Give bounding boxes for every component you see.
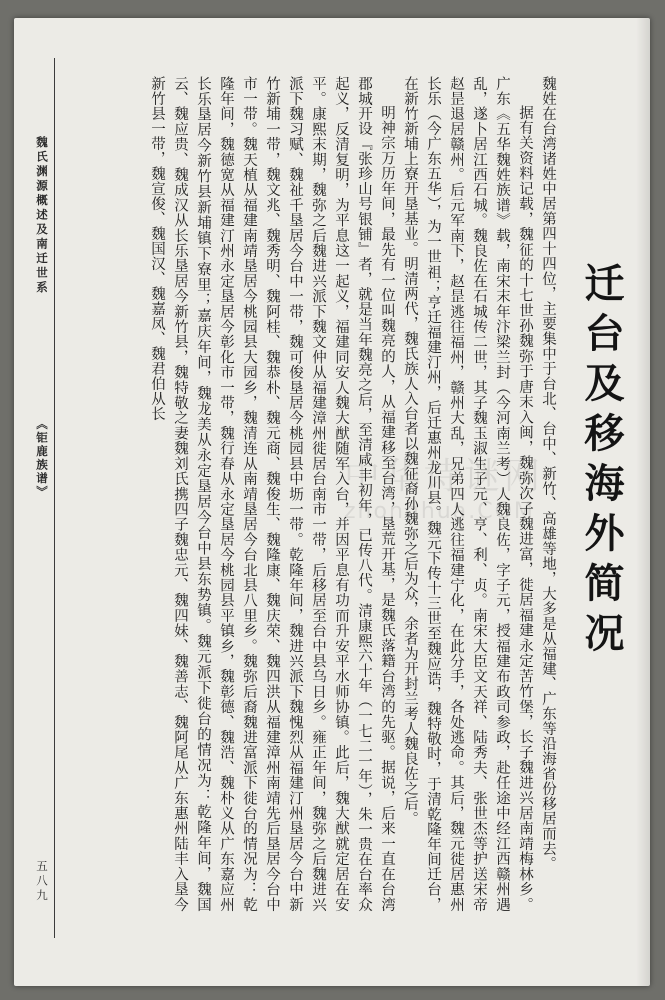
running-header: 魏氏渊源概述及南迁世系 — [35, 136, 49, 296]
spine-shadow — [636, 18, 650, 986]
watermark-en: zhonghua.COM — [344, 499, 535, 524]
watermark-cn: 中华诗谜网 — [344, 456, 545, 497]
book-page — [14, 18, 650, 986]
paragraph: 魏姓在台湾诸姓中居第四十四位，主要集中于台北、台中、新竹、高雄等地，大多是从福建、广东等沿海省份移居而去。 — [540, 76, 556, 871]
page-number: 五八九 — [35, 860, 49, 904]
book-title: 《钜鹿族谱》 — [35, 418, 49, 499]
margin-rule — [54, 58, 55, 938]
paragraph: 明神宗万历年间，最先有一位叫魏亮的人，从福建移至台湾，垦荒开基，是魏氏落籍台湾的先驱。据说，后来一直在台湾郡城开设『张珍山号银铺』者，就是当年魏亮之后，至清咸丰初年，已传八代。清康熙六十年（一七二一年），朱一贵在台率众起义，反清复明，为平息这一起义，福建同安人魏大猷随军入台，并因平息有功而升安平水师协镇。此后，魏大猷就定居在安平。康熙末期，魏弥之后魏进兴派下魏文仲从福建漳州徙居台南市一带，后移居至台中县乌日乡。雍正年间，魏弥之后魏进兴派下魏习赋、魏祉千垦居今台中一带，魏可俊垦居今桃园县中坜一带。乾隆年间，魏进兴派下魏愧烈从福建汀州垦居今台中新竹新埔一带，魏文兆、魏秀明、魏阿桂、魏恭朴、魏元商、魏俊生、魏隆康、魏庆荣、魏四洪从福建漳州南靖先后垦居今台中市一带。魏天植从福建南靖垦居今桃园县大园乡，魏清连从南靖垦居今台北县八里乡。魏弥后裔魏进富派下徙台的情况为：乾隆年间，魏德宽从福建汀州永定垦居今彰化市一带，魏行春从永定垦居今桃园县平镇乡，魏彰德、魏浩、魏朴义从广东嘉应州长乐垦居今新竹县新埔镇下寮里；嘉庆年间，魏龙美从永定垦居今台中县东势镇。魏元派下徙台的情况为：乾隆年间，魏国云、魏应贵、魏成汉从长乐垦居今新竹县，魏特敬之妻魏刘氏携四子魏忠元、魏四妹、魏善志、魏阿尾从广东惠州陆丰入垦今新竹县一带，魏宣俊、魏国汉、魏嘉凤、魏君伯从长 — [149, 76, 395, 912]
paragraph: 据有关资料记载，魏征的十七世孙魏弥于唐末入闽，魏弥次子魏进富，徙居福建永定苦竹堡，长子魏进兴居南靖梅林乡。广东《五华魏姓族谱》载，南宋末年汴梁兰封（今河南兰考）人魏良佐，字子元，授福建布政司参政，赴任途中经江西赣州遇乱，遂卜居江西石城。魏良佐在石城传二世，其子魏玉淑生子元、亨、利、贞。南宋大臣文天祥、陆秀夫、张世杰等护送宋帝赵昰退居赣州。后元军南下，赵昰逃往福州，赣州大乱，兄弟四人逃往福建宁化，在此分手，各处逃命。其后，魏元徙居惠州长乐（今广东五华），为一世祖；亨迁福建汀州，后迁惠州龙川县。魏元下传十三世至魏应诰，魏特敬时，于清乾隆年间迁台，在新竹新埔上寮开垦基业。明清两代，魏氏族人入台者以魏征裔孙魏弥之后为众，余者为开封兰考人魏良佐之后。 — [402, 76, 533, 912]
body-text — [76, 76, 559, 912]
section-title: 迁台及移海外简况 — [578, 262, 625, 662]
